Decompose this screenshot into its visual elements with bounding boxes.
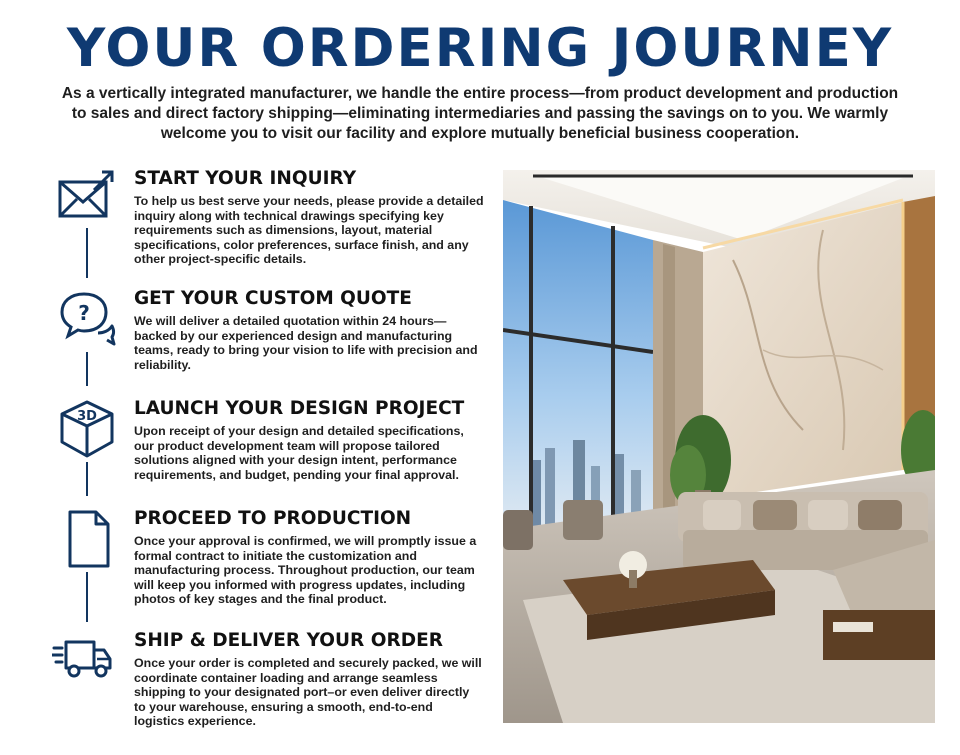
ordering-steps <box>48 160 488 750</box>
step-title: START YOUR INQUIRY <box>134 168 357 189</box>
timeline-connector <box>86 572 88 622</box>
question-chat-icon <box>56 288 118 350</box>
3d-cube-icon <box>56 398 118 460</box>
step-description: To help us best serve your needs, please provide a detailed inquiry along with technical drawings specifying key requirements such as dimensions, layout, material specifications, color preferences, surface finish, and any other project-specific details. <box>134 194 484 267</box>
3d-label: 3D <box>77 409 97 424</box>
document-icon <box>56 508 118 570</box>
timeline-connector <box>86 462 88 496</box>
page-title: YOUR ORDERING JOURNEY <box>66 18 894 79</box>
step-description: Upon receipt of your design and detailed specifications, our product development team will propose tailored solutions aligned with your design intent, performance requirements, and budget, pending your final approval. <box>134 424 464 482</box>
timeline-connector <box>86 352 88 386</box>
step-title: SHIP & DELIVER YOUR ORDER <box>134 630 443 651</box>
intro-paragraph: As a vertically integrated manufacturer, we handle the entire process—from product development and production to sales and direct factory shipping—eliminating intermediaries and passing the savings on to you. We warmly welcome you to visit our facility and explore mutually beneficial business cooperation. <box>61 85 899 142</box>
svg-text:?: ? <box>78 301 90 325</box>
step-title: LAUNCH YOUR DESIGN PROJECT <box>134 398 465 419</box>
delivery-truck-icon <box>52 628 114 690</box>
envelope-icon <box>56 168 118 230</box>
step-title: GET YOUR CUSTOM QUOTE <box>134 288 412 309</box>
interior-photo <box>503 170 935 723</box>
timeline-connector <box>86 228 88 278</box>
step-description: Once your order is completed and securely packed, we will coordinate container loading and arrange seamless shipping to your designated port–or even deliver directly to your warehouse, ensuring a smooth, end-to-end logistics experience. <box>134 656 482 729</box>
step-description: We will deliver a detailed quotation within 24 hours—backed by our experienced design and manufacturing teams, ready to bring your vision to life with precision and reliability. <box>134 314 478 372</box>
step-title: PROCEED TO PRODUCTION <box>134 508 412 529</box>
step-description: Once your approval is confirmed, we will promptly issue a formal contract to initiate the customization and manufacturing process. Throughout production, our team will keep you informed with progress updates, including photos of key stages and the final product. <box>134 534 477 607</box>
